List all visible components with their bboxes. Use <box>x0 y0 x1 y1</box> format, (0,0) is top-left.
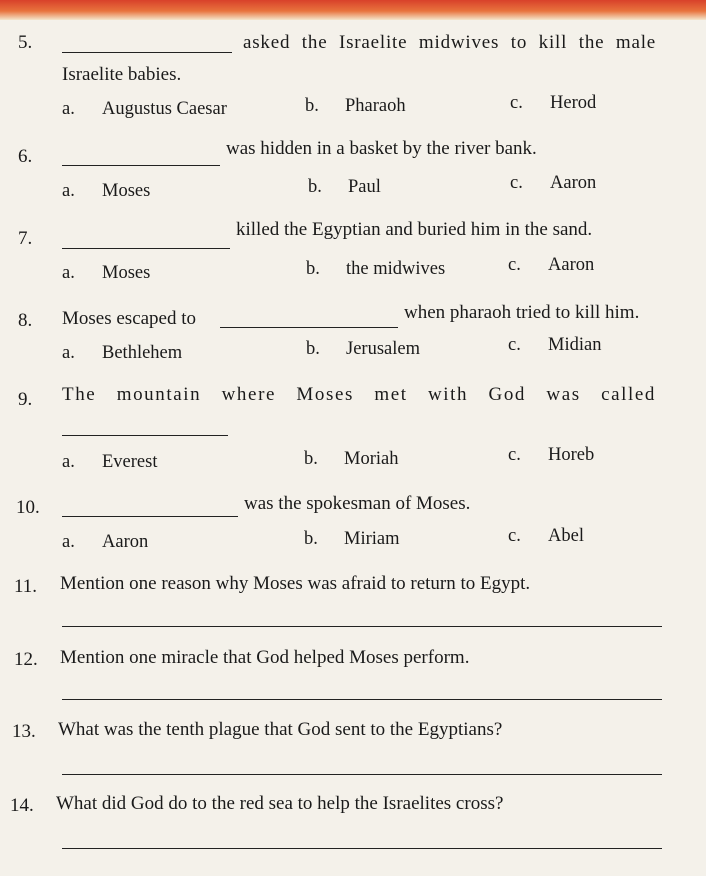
option-a[interactable]: a. Augustus Caesar <box>62 99 227 119</box>
question-text: The mountain where Moses met with God was called <box>62 384 657 405</box>
option-b[interactable]: b. the midwives <box>306 259 446 279</box>
option-c[interactable]: c. Horeb <box>508 445 595 465</box>
question-number: 11. <box>14 576 38 597</box>
question-text: was hidden in a basket by the river bank. <box>226 138 537 159</box>
question-text: What was the tenth plague that God sent to the Egyptians? <box>58 719 503 740</box>
option-c[interactable]: c. Herod <box>510 93 597 113</box>
question-text-continued: Israelite babies. <box>62 64 182 85</box>
question-number: 7. <box>18 228 33 249</box>
option-a[interactable]: a. Moses <box>62 181 151 201</box>
option-b[interactable]: b. Jerusalem <box>306 339 420 359</box>
question-text-lead: Moses escaped to <box>62 308 197 329</box>
question-text: was the spokesman of Moses. <box>244 493 471 514</box>
answer-blank[interactable] <box>62 52 232 53</box>
option-b[interactable]: b. Moriah <box>304 449 399 469</box>
question-number: 6. <box>18 146 33 167</box>
answer-line[interactable] <box>62 774 662 775</box>
answer-blank[interactable] <box>62 516 238 517</box>
answer-blank[interactable] <box>62 165 220 166</box>
answer-line[interactable] <box>62 699 662 700</box>
option-c[interactable]: c. Midian <box>508 335 602 355</box>
option-b[interactable]: b. Pharaoh <box>305 96 406 116</box>
question-text: when pharaoh tried to kill him. <box>404 302 640 323</box>
question-text: asked the Israelite midwives to kill the male <box>243 32 657 53</box>
answer-blank[interactable] <box>62 248 230 249</box>
option-a[interactable]: a. Everest <box>62 452 158 472</box>
option-b[interactable]: b. Paul <box>308 177 381 197</box>
question-number: 14. <box>10 795 34 816</box>
question-text: Mention one reason why Moses was afraid to return to Egypt. <box>60 573 531 594</box>
question-number: 9. <box>18 389 33 410</box>
option-c[interactable]: c. Aaron <box>510 173 597 193</box>
question-number: 8. <box>18 310 33 331</box>
option-a[interactable]: a. Aaron <box>62 532 149 552</box>
question-number: 10. <box>16 497 40 518</box>
answer-line[interactable] <box>62 626 662 627</box>
answer-blank[interactable] <box>62 435 228 436</box>
option-b[interactable]: b. Miriam <box>304 529 400 549</box>
question-text: killed the Egyptian and buried him in the sand. <box>236 219 593 240</box>
answer-blank[interactable] <box>220 327 398 328</box>
question-number: 5. <box>18 32 33 53</box>
question-number: 13. <box>12 721 36 742</box>
option-a[interactable]: a. Moses <box>62 263 151 283</box>
option-c[interactable]: c. Aaron <box>508 255 595 275</box>
question-text: What did God do to the red sea to help the Israelites cross? <box>56 793 504 814</box>
answer-line[interactable] <box>62 848 662 849</box>
option-a[interactable]: a. Bethlehem <box>62 343 183 363</box>
question-number: 12. <box>14 649 38 670</box>
question-text: Mention one miracle that God helped Moses perform. <box>60 647 470 668</box>
option-c[interactable]: c. Abel <box>508 526 584 546</box>
